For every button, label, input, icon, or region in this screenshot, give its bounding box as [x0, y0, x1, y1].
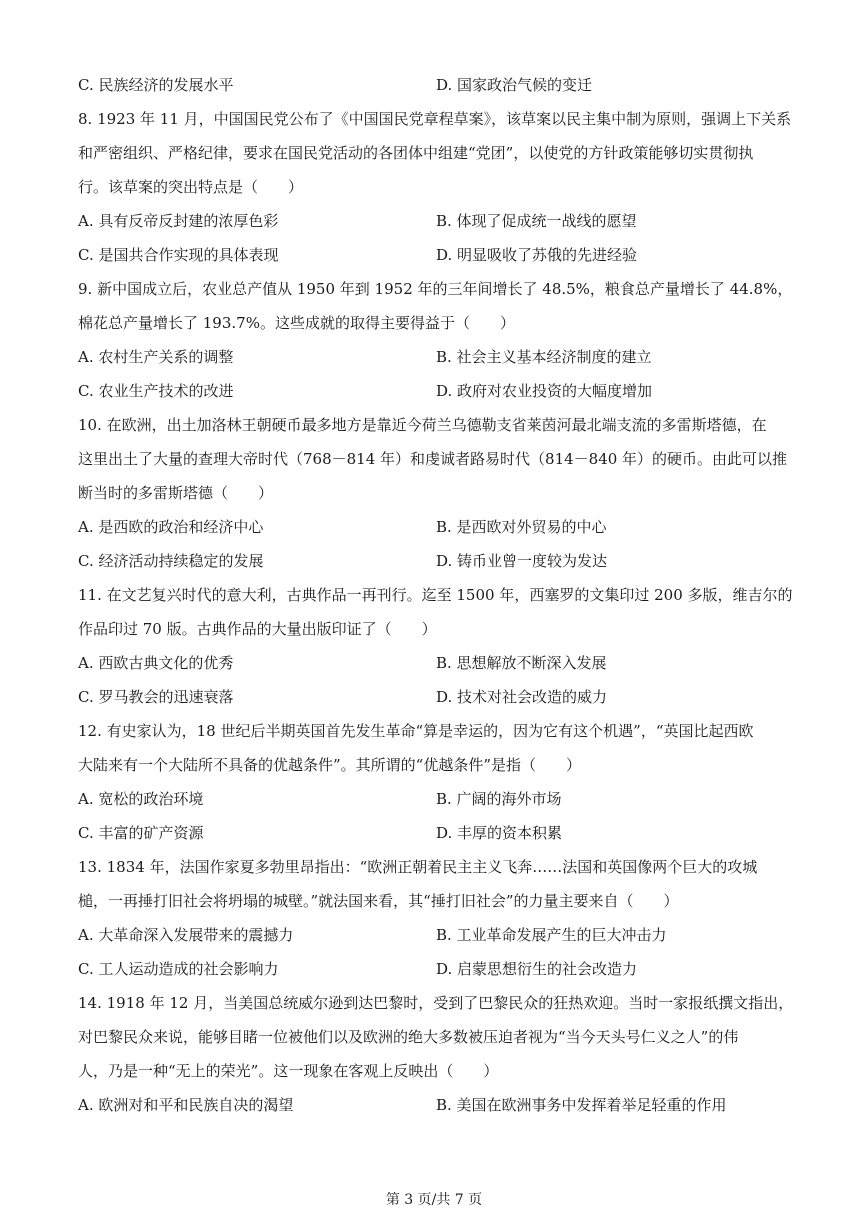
q9-option-b: B. 社会主义基本经济制度的建立	[436, 348, 652, 366]
q9-stem-line-2: 棉花总产量增长了 193.7%。这些成就的取得主要得益于（ ）	[78, 314, 515, 332]
q14-stem-line-2: 对巴黎民众来说，能够目睹一位被他们以及欧洲的绝大多数被压迫者视为“当今天头号仁义之人”的伟	[78, 1028, 739, 1046]
q12-option-a: A. 宽松的政治环境	[78, 790, 204, 808]
q13-option-c: C. 工人运动造成的社会影响力	[78, 960, 279, 978]
q11-option-d: D. 技术对社会改造的威力	[436, 688, 608, 706]
q9-option-c: C. 农业生产技术的改进	[78, 382, 234, 400]
q8-option-d: D. 明显吸收了苏俄的先进经验	[436, 246, 638, 264]
q7-option-c: C. 民族经济的发展水平	[78, 76, 234, 94]
q8-option-b: B. 体现了促成统一战线的愿望	[436, 212, 637, 230]
q12-option-b: B. 广阔的海外市场	[436, 790, 562, 808]
q10-option-b: B. 是西欧对外贸易的中心	[436, 518, 607, 536]
q10-stem-line-3: 断当时的多雷斯塔德（ ）	[78, 484, 274, 502]
q10-option-d: D. 铸币业曾一度较为发达	[436, 552, 608, 570]
q10-option-c: C. 经济活动持续稳定的发展	[78, 552, 264, 570]
q13-option-b: B. 工业革命发展产生的巨大冲击力	[436, 926, 667, 944]
q9-stem-line-1: 9. 新中国成立后，农业总产值从 1950 年到 1952 年的三年间增长了 48.5%，粮食总产量增长了 44.8%，	[78, 280, 793, 298]
q8-option-c: C. 是国共合作实现的具体表现	[78, 246, 279, 264]
q11-stem-line-1: 11. 在文艺复兴时代的意大利，古典作品一再刊行。迄至 1500 年，西塞罗的文集印过 200 多版，维吉尔的	[78, 586, 793, 604]
q14-stem-line-3: 人，乃是一种“无上的荣光”。这一现象在客观上反映出（ ）	[78, 1062, 499, 1080]
q7-option-d: D. 国家政治气候的变迁	[436, 76, 593, 94]
q10-stem-line-1: 10. 在欧洲，出土加洛林王朝硬币最多地方是靠近今荷兰乌德勒支省莱茵河最北端支流的多雷斯塔德，在	[78, 416, 767, 434]
q9-option-d: D. 政府对农业投资的大幅度增加	[436, 382, 653, 400]
page-number-footer: 第 3 页/共 7 页	[385, 1192, 483, 1208]
q11-option-c: C. 罗马教会的迅速衰落	[78, 688, 234, 706]
q9-option-a: A. 农村生产关系的调整	[78, 348, 234, 366]
q11-option-b: B. 思想解放不断深入发展	[436, 654, 607, 672]
q11-stem-line-2: 作品印过 70 版。古典作品的大量出版印证了（ ）	[78, 620, 437, 638]
q13-stem-line-2: 槌，一再捶打旧社会将坍塌的城壁。”就法国来看，其“捶打旧社会”的力量主要来自（ ）	[78, 892, 679, 910]
q8-stem-line-1: 8. 1923 年 11 月，中国国民党公布了《中国国民党章程草案》，该草案以民主集中制为原则，强调上下关系	[78, 110, 792, 128]
q12-option-d: D. 丰厚的资本积累	[436, 824, 563, 842]
q8-option-a: A. 具有反帝反封建的浓厚色彩	[78, 212, 279, 230]
q13-stem-line-1: 13. 1834 年，法国作家夏多勃里昂指出：“欧洲正朝着民主主义飞奔……法国和英国像两个巨大的攻城	[78, 858, 758, 876]
q8-stem-line-2: 和严密组织、严格纪律，要求在国民党活动的各团体中组建“党团”，以使党的方针政策能够切实贯彻执	[78, 144, 754, 162]
q14-stem-line-1: 14. 1918 年 12 月，当美国总统威尔逊到达巴黎时，受到了巴黎民众的狂热欢迎。当时一家报纸撰文指出，	[78, 994, 794, 1012]
q12-option-c: C. 丰富的矿产资源	[78, 824, 204, 842]
q10-stem-line-2: 这里出土了大量的查理大帝时代（768－814 年）和虔诚者路易时代（814－840 年）的硬币。由此可以推	[78, 450, 788, 468]
q14-option-a: A. 欧洲对和平和民族自决的渴望	[78, 1096, 294, 1114]
q12-stem-line-1: 12. 有史家认为，18 世纪后半期英国首先发生革命“算是幸运的，因为它有这个机遇”，“英国比起西欧	[78, 722, 754, 740]
q14-option-b: B. 美国在欧洲事务中发挥着举足轻重的作用	[436, 1096, 727, 1114]
q8-stem-line-3: 行。该草案的突出特点是（ ）	[78, 178, 304, 196]
q13-option-a: A. 大革命深入发展带来的震撼力	[78, 926, 294, 944]
q10-option-a: A. 是西欧的政治和经济中心	[78, 518, 264, 536]
q11-option-a: A. 西欧古典文化的优秀	[78, 654, 234, 672]
q12-stem-line-2: 大陆来有一个大陆所不具备的优越条件”。其所谓的“优越条件”是指（ ）	[78, 756, 582, 774]
q13-option-d: D. 启蒙思想衍生的社会改造力	[436, 960, 638, 978]
